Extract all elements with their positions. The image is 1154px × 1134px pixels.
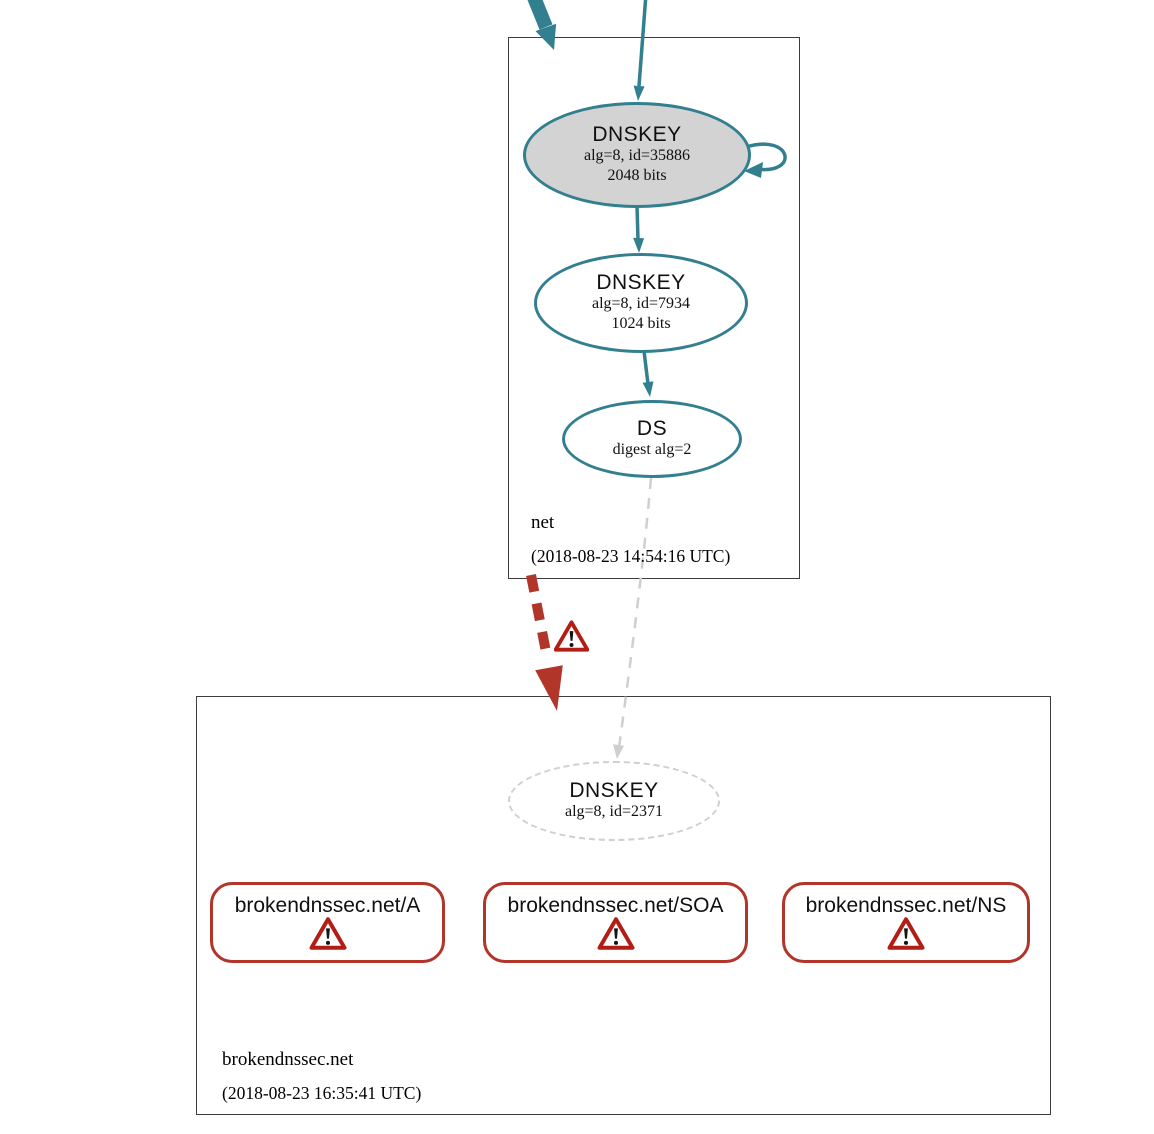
node-keysize: 2048 bits [607,167,667,185]
node-target-dnskey[interactable] [508,761,720,841]
rrset-soa[interactable] [483,882,748,963]
node-title: DNSKEY [592,122,682,146]
node-title: DNSKEY [596,270,686,294]
node-title: DS [636,416,668,440]
rrset-label: brokendnssec.net/SOA [507,894,724,917]
node-detail: digest alg=2 [612,441,692,459]
node-detail: alg=8, id=7934 [591,295,691,313]
warning-icon [887,917,925,950]
warning-icon [309,917,347,950]
node-keysize: 1024 bits [611,315,671,333]
rrset-label: brokendnssec.net/A [234,894,421,917]
warning-icon [597,917,635,950]
zone-name-brokendnssec-net: brokendnssec.net [222,1049,354,1070]
warning-icon [554,620,589,652]
node-detail: alg=8, id=35886 [583,147,691,165]
zone-timestamp-brokendnssec-net: (2018-08-23 16:35:41 UTC) [222,1083,422,1103]
rrset-a[interactable] [210,882,445,963]
node-detail: alg=8, id=2371 [564,803,664,821]
zone-name-net: net [531,512,555,533]
node-net-ksk[interactable] [523,102,751,208]
node-net-zsk[interactable] [534,253,748,353]
zone-timestamp-net: (2018-08-23 14:54:16 UTC) [531,546,731,566]
rrset-label: brokendnssec.net/NS [805,894,1007,917]
rrset-ns[interactable] [782,882,1030,963]
node-title: DNSKEY [569,778,659,802]
node-net-ds[interactable] [562,400,742,478]
